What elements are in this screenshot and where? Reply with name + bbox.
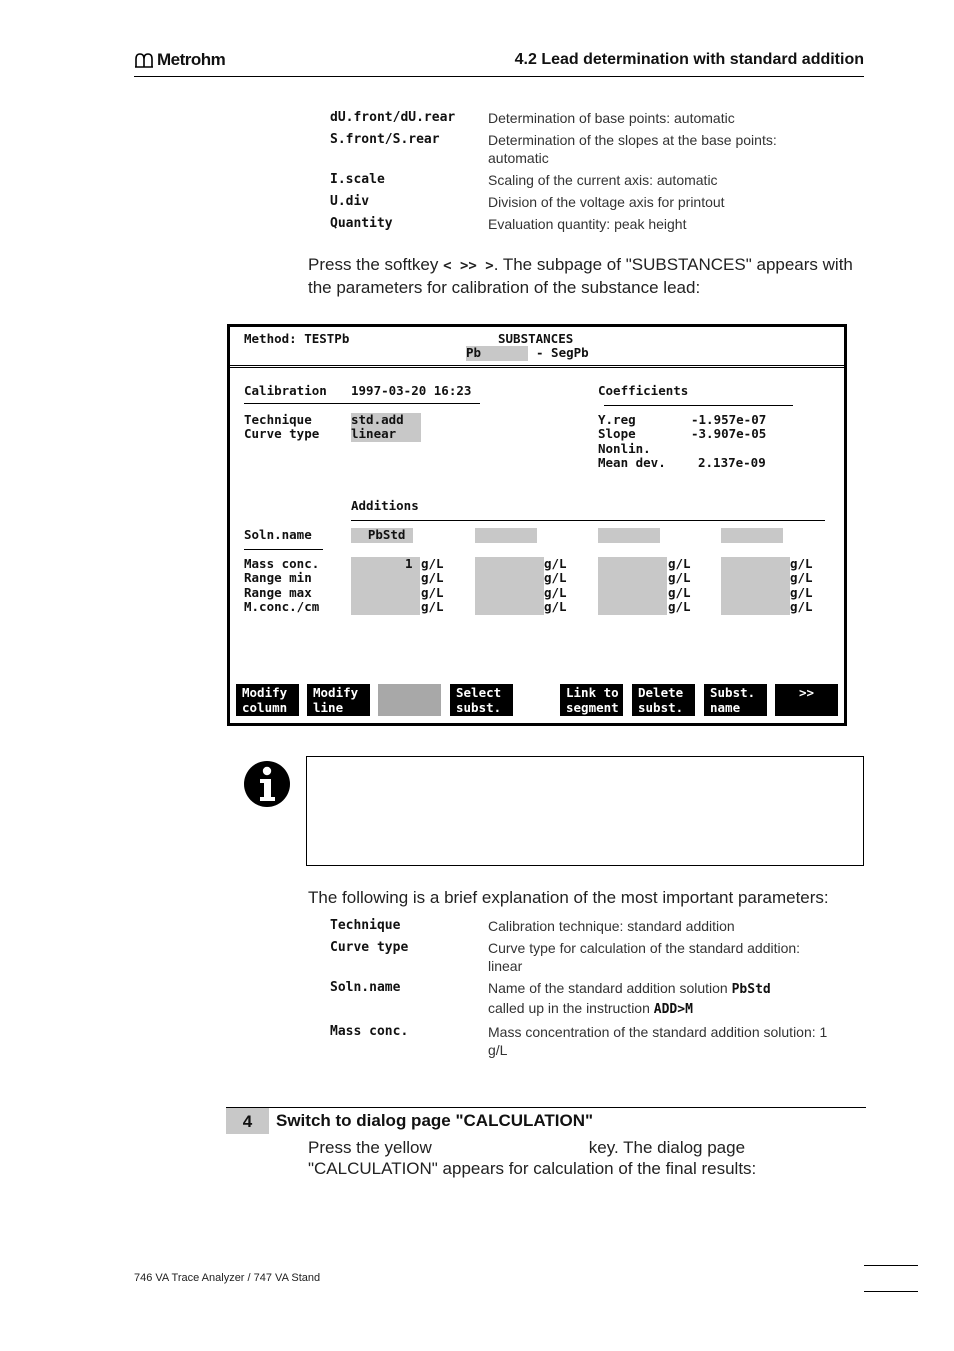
brand-logo — [134, 50, 225, 70]
step-divider — [226, 1107, 866, 1108]
coef-label: Nonlin. — [598, 441, 651, 456]
unit-label: g/L — [790, 556, 813, 571]
softkey-next-page[interactable]: >> — [775, 684, 838, 716]
soln-name-field[interactable] — [721, 528, 783, 543]
footer-rule — [864, 1291, 918, 1292]
step-text-part: key. The dialog page — [588, 1138, 746, 1157]
param-desc: Curve type for calculation of the standard addition: linear — [488, 940, 801, 974]
instrument-screen — [227, 324, 847, 726]
softkey-select-subst[interactable]: Select subst. — [450, 684, 513, 716]
param-desc: Determination of base points: automatic — [488, 110, 735, 126]
segment-label: - SegPb — [536, 345, 589, 360]
unit-label: g/L — [668, 599, 691, 614]
step-text — [308, 1137, 868, 1179]
unit-label: g/L — [790, 599, 813, 614]
technique-field[interactable]: std.add — [351, 413, 421, 428]
intro-text: . The subpage of "SUBSTANCES" appears with the parameters for calibration of the substance lead: — [308, 255, 853, 297]
step-text-part: Press the yellow — [308, 1138, 432, 1157]
screen-divider — [229, 365, 845, 366]
curve-type-label: Curve type — [244, 426, 320, 441]
param-term: Mass conc. — [330, 1024, 409, 1039]
softkey-subst-name[interactable]: Subst. name — [704, 684, 767, 716]
footer-rule — [864, 1265, 918, 1266]
soln-underline — [244, 549, 323, 550]
param-term: Quantity — [330, 216, 393, 231]
step-title: Switch to dialog page "CALCULATION" — [276, 1111, 594, 1130]
addition-column-fields[interactable] — [721, 557, 790, 615]
calibration-label: Calibration — [244, 383, 327, 398]
step-number: 4 — [226, 1108, 269, 1134]
softkey-reference: < >> > — [443, 258, 494, 274]
unit-label: g/L — [421, 556, 444, 571]
curve-type-field[interactable]: linear — [351, 427, 421, 442]
softkey-modify-column[interactable]: Modify column — [236, 684, 299, 716]
param-term: U.div — [330, 194, 370, 209]
param-row — [330, 171, 850, 189]
param-desc: Mass concentration of the standard addition solution: 1 g/L — [488, 1024, 828, 1058]
metrohm-logo-icon — [134, 52, 154, 68]
unit-label: g/L — [790, 570, 813, 585]
additions-underline — [351, 520, 825, 521]
row-label: Range max — [244, 585, 312, 600]
coefficients-underline — [604, 405, 793, 406]
calibration-underline — [244, 403, 480, 404]
soln-name-value: PbStd — [367, 527, 406, 542]
param-row — [330, 917, 850, 935]
row-label: Range min — [244, 570, 312, 585]
param-row — [330, 1023, 850, 1059]
method-name: Method: TESTPb — [244, 331, 350, 346]
calibration-date: 1997-03-20 16:23 — [351, 383, 472, 398]
brand-name: Metrohm — [157, 50, 226, 69]
param-desc: Scaling of the current axis: automatic — [488, 172, 718, 188]
param-desc: Determination of the slopes at the base points: automatic — [488, 132, 777, 166]
unit-label: g/L — [668, 585, 691, 600]
param-desc — [488, 979, 850, 1019]
soln-name-field[interactable] — [475, 528, 537, 543]
unit-label: g/L — [544, 570, 567, 585]
coef-label: Slope — [598, 426, 636, 441]
desc-text: called up in the instruction — [488, 1000, 654, 1016]
coef-label: Y.reg — [598, 412, 636, 427]
softkey-link-to-segment[interactable]: Link to segment — [560, 684, 623, 716]
section-title: 4.2 Lead determination with standard addition — [514, 51, 864, 68]
unit-label: g/L — [421, 599, 444, 614]
unit-label: g/L — [544, 556, 567, 571]
param-term: I.scale — [330, 172, 385, 187]
unit-label: g/L — [544, 599, 567, 614]
coefficients-label: Coefficients — [598, 383, 689, 398]
softkey-modify-line[interactable]: Modify line — [307, 684, 370, 716]
param-row — [330, 979, 850, 1019]
footer-text: 746 VA Trace Analyzer / 747 VA Stand — [134, 1272, 321, 1284]
unit-label: g/L — [421, 585, 444, 600]
substance-field[interactable]: Pb — [466, 346, 528, 361]
param-term: S.front/S.rear — [330, 132, 440, 147]
additions-label: Additions — [351, 498, 419, 513]
softkey-delete-subst[interactable]: Delete subst. — [632, 684, 695, 716]
step-text-part: "CALCULATION" appears for calculation of the final results: — [308, 1159, 757, 1178]
unit-label: g/L — [544, 585, 567, 600]
unit-label: g/L — [790, 585, 813, 600]
param-row — [330, 193, 850, 211]
param-row — [330, 109, 850, 127]
unit-label: g/L — [668, 556, 691, 571]
addition-column-fields[interactable] — [598, 557, 667, 615]
coef-value: -1.957e-07 — [691, 412, 767, 427]
coef-value: 2.137e-09 — [698, 455, 766, 470]
soln-name-field[interactable] — [598, 528, 660, 543]
explanation-list — [330, 917, 850, 1063]
instruction-code: ADD>M — [653, 1002, 693, 1017]
coef-label: Mean dev. — [598, 455, 666, 470]
unit-label: g/L — [421, 570, 444, 585]
param-desc: Division of the voltage axis for printout — [488, 194, 725, 210]
solution-code: PbStd — [731, 982, 771, 997]
intro-paragraph — [308, 254, 868, 298]
row-label: M.conc./cm — [244, 599, 320, 614]
param-desc: Calibration technique: standard addition — [488, 918, 735, 934]
soln-name-field[interactable] — [351, 528, 413, 543]
unit-label: g/L — [668, 570, 691, 585]
screen-page-title: SUBSTANCES — [498, 331, 574, 346]
param-term: dU.front/dU.rear — [330, 110, 456, 125]
intro-text: Press the softkey — [308, 255, 444, 274]
param-term: Technique — [330, 918, 401, 933]
param-row — [330, 939, 850, 975]
explanation-intro: The following is a brief explanation of the most important parameters: — [308, 888, 829, 907]
header-divider — [134, 76, 864, 77]
info-box — [306, 756, 864, 866]
softkey-empty — [378, 684, 441, 716]
technique-label: Technique — [244, 412, 312, 427]
param-term: Curve type — [330, 940, 409, 955]
soln-name-label: Soln.name — [244, 527, 312, 542]
param-row — [330, 131, 850, 167]
info-icon — [243, 760, 291, 808]
row-label: Mass conc. — [244, 556, 320, 571]
screen-divider — [229, 367, 845, 368]
addition-column-fields[interactable] — [475, 557, 544, 615]
param-row — [330, 215, 850, 233]
desc-text: Name of the standard addition solution — [488, 980, 732, 996]
coef-value: -3.907e-05 — [691, 426, 767, 441]
parameter-list — [330, 109, 850, 237]
param-desc: Evaluation quantity: peak height — [488, 216, 687, 232]
param-term: Soln.name — [330, 980, 401, 995]
mass-conc-value: 1 — [405, 556, 413, 571]
